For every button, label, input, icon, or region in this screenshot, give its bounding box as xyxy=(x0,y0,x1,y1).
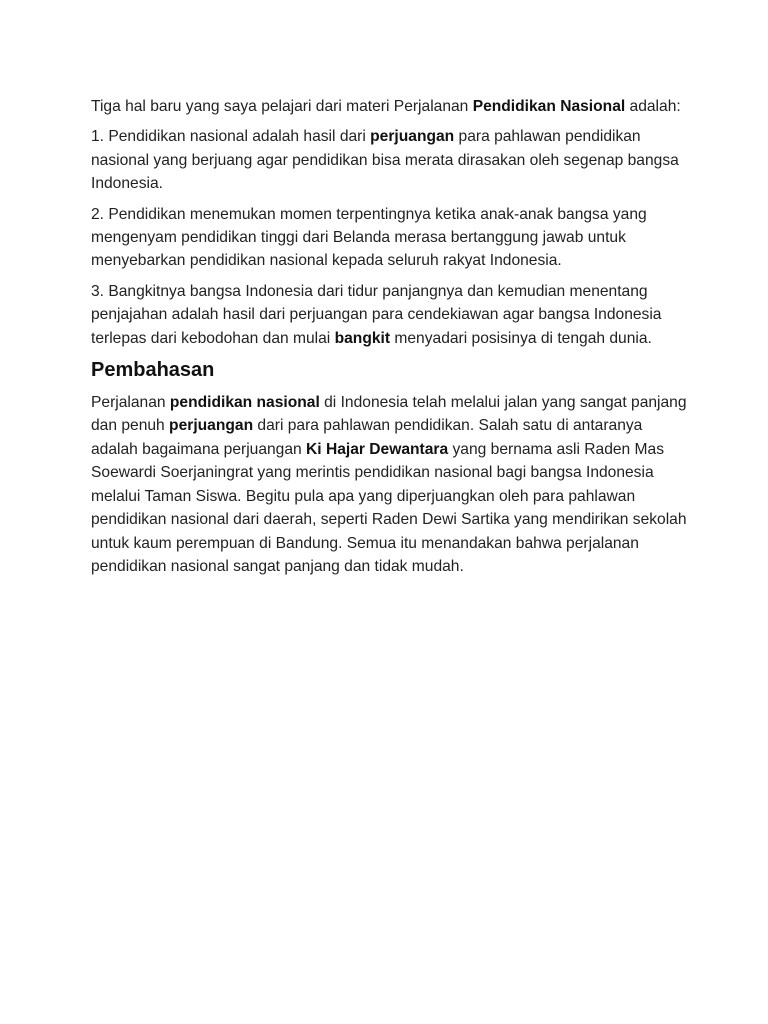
intro-text-end: adalah: xyxy=(625,98,681,115)
section-text-1: Perjalanan xyxy=(91,394,170,412)
point-2-text: 2. Pendidikan menemukan momen terpentingnya ketika anak-anak bangsa yang mengenyam pendidikan tinggi dari Belanda merasa bertanggung jawab untuk menyebarkan pendidikan nasional kepada seluruh rakyat Indonesia. xyxy=(91,205,647,270)
section-text-3: dari para pahlawan pendidikan. Salah satu di antaranya adalah bagaimana perjuangan xyxy=(91,417,643,458)
point-1-bold-term: perjuangan xyxy=(370,128,455,146)
document-page xyxy=(91,95,691,585)
section-text-2: di Indonesia telah melalui jalan yang sangat panjang dan penuh xyxy=(91,394,687,435)
point-3-text-end: menyadari posisinya di tengah dunia. xyxy=(390,329,652,347)
point-1-text: 1. Pendidikan nasional adalah hasil dari xyxy=(91,128,371,146)
section-bold-1: pendidikan nasional xyxy=(169,394,320,412)
section-text-4: yang bernama asli Raden Mas Soewardi Soerjaningrat yang merintis pendidikan nasional bagi bangsa Indonesia melalui Taman Siswa. Begitu pula apa yang diperjuangkan oleh para pahlawan pendidikan nasional dari daerah, seperti Raden Dewi Sartika yang mendirikan sekolah untuk kaum perempuan di Bandung. Semua itu menandakan bahwa perjalanan pendidikan nasional sangat panjang dan tidak mudah. xyxy=(91,440,687,575)
section-paragraph xyxy=(91,391,691,578)
intro-paragraph xyxy=(91,95,691,118)
point-3-text: 3. Bangkitnya bangsa Indonesia dari tidur panjangnya dan kemudian menentang penjajahan adalah hasil dari perjuangan para cendekiawan agar bangsa Indonesia terlepas dari kebodohan dan mulai xyxy=(91,282,662,347)
point-1-paragraph xyxy=(91,125,691,195)
point-3-bold-term: bangkit xyxy=(334,329,391,347)
section-heading: Pembahasan xyxy=(91,359,215,382)
point-3-paragraph xyxy=(91,280,691,350)
section-bold-2: perjuangan xyxy=(169,417,254,435)
intro-bold-term: Pendidikan Nasional xyxy=(472,98,626,115)
point-2-paragraph xyxy=(91,203,691,273)
intro-text: Tiga hal baru yang saya pelajari dari materi Perjalanan xyxy=(91,98,473,115)
section-bold-3: Ki Hajar Dewantara xyxy=(306,440,449,458)
point-1-text-end: para pahlawan pendidikan nasional yang berjuang agar pendidikan bisa merata dirasakan oleh segenap bangsa Indonesia. xyxy=(91,128,679,193)
